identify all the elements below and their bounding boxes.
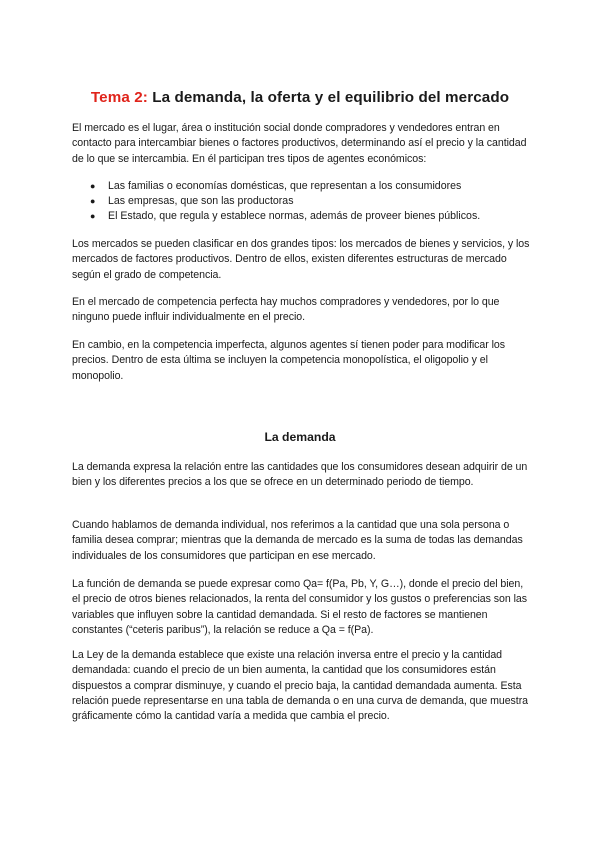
market-types-paragraph: Los mercados se pueden clasificar en dos grandes tipos: los mercados de bienes y servicios, y los mercados de factores productivos. Dentro de ellos, existen diferentes estructuras de mercado según el grado de competencia. <box>72 238 530 281</box>
demand-definition-paragraph: La demanda expresa la relación entre las cantidades que los consumidores desean adquirir de un bien y los diferentes precios a los que se ofrece en un determinado periodo de tiempo. <box>72 461 528 489</box>
title-topic-number: Tema 2: <box>90 89 148 106</box>
law-of-demand-paragraph: La Ley de la demanda establece que existe una relación inversa entre el precio y la cantidad demandada: cuando el precio de un bien aumenta, la cantidad que los consumidores están dispuestos a comprar disminuye, y cuando el precio baja, la cantidad demandada aumenta. Esta relación puede representarse en una tabla de demanda o en una curva de demanda, que muestra gráficamente cómo la cantidad varía a medida que cambia el precio. <box>72 649 529 723</box>
agents-list <box>72 179 532 224</box>
title-text: La demanda, la oferta y el equilibrio del mercado <box>147 89 510 106</box>
document-title <box>60 89 540 106</box>
bullet-icon: ● <box>90 196 96 206</box>
section-heading-demanda: La demanda <box>264 430 336 444</box>
individual-demand-paragraph: Cuando hablamos de demanda individual, nos referimos a la cantidad que una sola persona o familia desea comprar; mientras que la demanda de mercado es la suma de todas las demandas individuales de los consumidores que participan en ese mercado. <box>72 519 523 562</box>
list-item: ● Las empresas, que son las productoras <box>90 195 294 207</box>
perfect-competition-paragraph: En el mercado de competencia perfecta hay muchos compradores y vendedores, por lo que ninguno puede influir individualmente en el precio. <box>72 296 500 324</box>
bullet-icon: ● <box>90 211 96 221</box>
list-item: ● El Estado, que regula y establece normas, además de proveer bienes públicos. <box>90 210 481 222</box>
demand-function-paragraph: La función de demanda se puede expresar como Qa= f(Pa, Pb, Y, G…), donde el precio del bien, el precio de otros bienes relacionados, la renta del consumidor y los gustos o preferencias son las variables que influyen sobre la cantidad demandada. Si el resto de factores se mantienen constantes (“ceteris paribus”), la relación se reduce a Qa = f(Pa). <box>72 578 527 636</box>
intro-paragraph: El mercado es el lugar, área o institución social donde compradores y vendedores entran en contacto para intercambiar bienes o factores productivos, determinando así el precio y la cantidad de lo que se intercambia. En él participan tres tipos de agentes económicos: <box>72 122 527 165</box>
bullet-icon: ● <box>90 181 96 191</box>
imperfect-competition-paragraph: En cambio, en la competencia imperfecta, algunos agentes sí tienen poder para modificar los precios. Dentro de esta última se incluyen la competencia monopolística, el oligopolio y el monopolio. <box>72 339 505 382</box>
list-item: ● Las familias o economías domésticas, que representan a los consumidores <box>90 180 462 192</box>
